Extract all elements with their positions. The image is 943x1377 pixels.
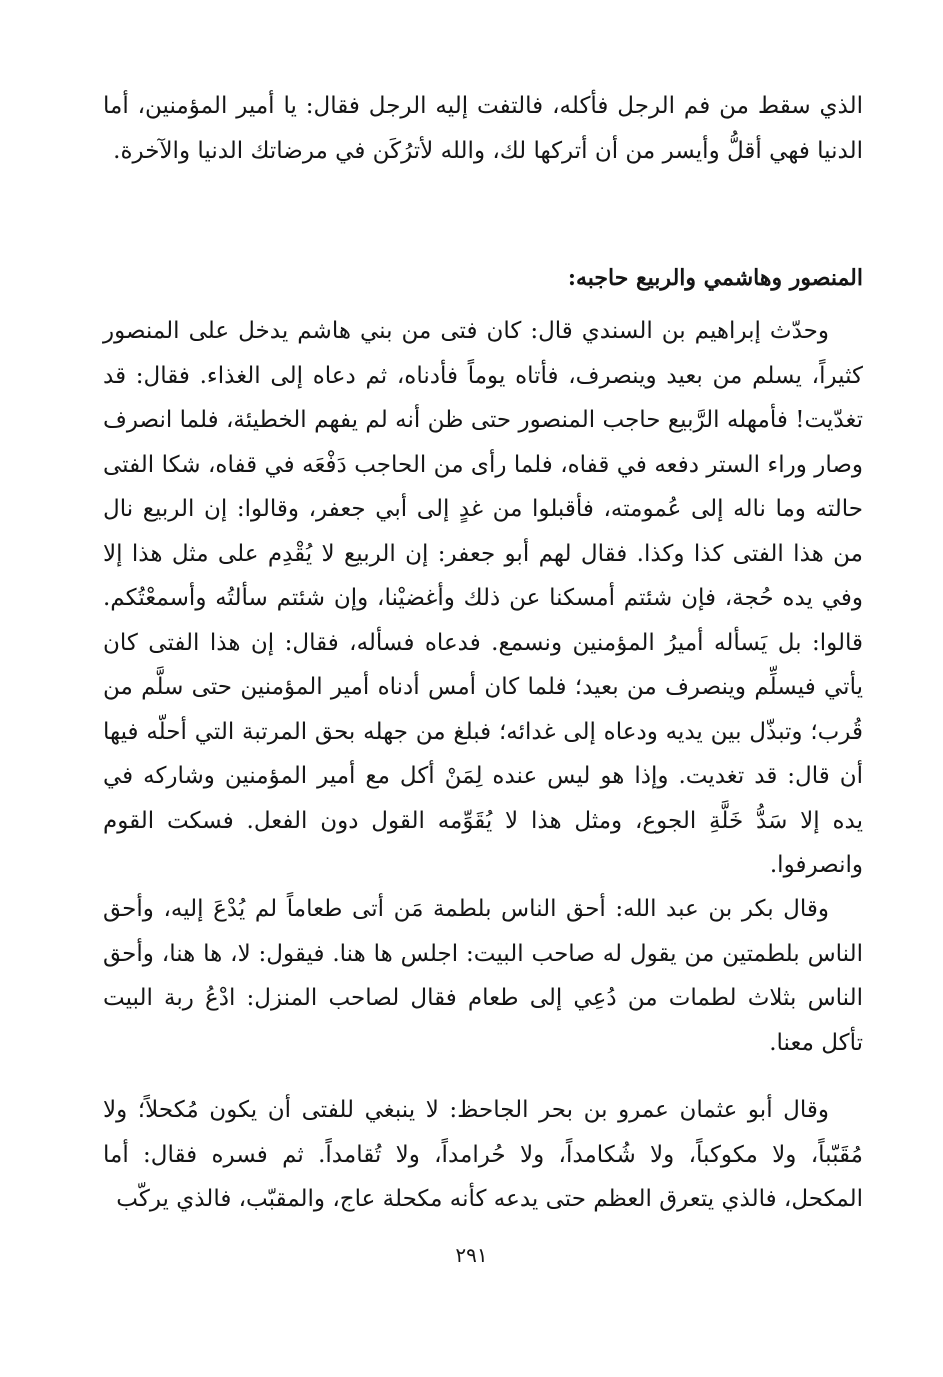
paragraph-bakr-saying: وقال بكر بن عبد الله: أحق الناس بلطمة مَن أتى طعاماً لم يُدْعَ إليه، وأحق الناس بلطمتين من يقول له صاحب البيت: اجلس ها هنا. فيقول: لا، ها هنا، وأحق الناس بثلاث لطمات من دُعِي إلى طعام فقال لصاحب المنزل: ادْعُ ربة البيت تأكل معنا.: [103, 896, 863, 1056]
page-number: ٢٩١: [455, 1243, 488, 1267]
paragraph-continuation: الذي سقط من فم الرجل فأكله، فالتفت إليه الرجل فقال: يا أمير المؤمنين، أما الدنيا فهي أقلُّ وأيسر من أن أتركها لك، والله لأترُكَن في مرضاتك الدنيا والآخرة.: [103, 93, 863, 164]
paragraph-mansur-story: وحدّث إبراهيم بن السندي قال: كان فتى من بني هاشم يدخل على المنصور كثيراً، يسلم من بعيد وينصرف، فأتاه يوماً فأدناه، ثم دعاه إلى الغذاء. فقال: قد تغدّيت! فأمهله الرَّبيع حاجب المنصور حتى ظن أنه لم يفهم الخطيئة، فلما انصرف وصار وراء الستر دفعه في قفاه، فلما رأى من الحاجب دَفْعَه في قفاه، شكا الفتى حالته وما ناله إلى عُمومته، فأقبلوا من غدٍ إلى أبي جعفر، وقالوا: إن الربيع نال من هذا الفتى كذا وكذا. فقال لهم أبو جعفر: إن الربيع لا يُقْدِم على مثل هذا إلا وفي يده حُجة، فإن شئتم أمسكنا عن ذلك وأغضيْنا، وإن شئتم سألتُه وأسمعْتُكم. قالوا: بل يَسأله أميرُ المؤمنين ونسمع. فدعاه فسأله، فقال: إن هذا الفتى كان يأتي فيسلِّم وينصرف من بعيد؛ فلما كان أمس أدناه أمير المؤمنين حتى سلَّم من قُرب؛ وتبذّل بين يديه ودعاه إلى غدائه؛ فبلغ من جهله بحق المرتبة التي أحلّه فيها أن قال: قد تغديت. وإذا هو ليس عنده لِمَنْ أكل مع أمير المؤمنين وشاركه في يده إلا سَدُّ خَلَّةِ الجوع، ومثل هذا لا يُقَوِّمه القول دون الفعل. فسكت القوم وانصرفوا.: [103, 318, 863, 878]
section-heading: المنصور وهاشمي والربيع حاجبه:: [567, 265, 863, 291]
paragraph-jahiz-saying: وقال أبو عثمان عمرو بن بحر الجاحظ: لا ينبغي للفتى أن يكون مُكحلاً؛ ولا مُقَبّباً، ولا مكوكباً، ولا شُكامداً، ولا حُرامداً، ولا تُقامداً. ثم فسره فقال: أما المكحل، فالذي يتعرق العظم حتى يدعه كأنه مكحلة عاج، والمقبّب، فالذي يركّب: [103, 1097, 863, 1212]
